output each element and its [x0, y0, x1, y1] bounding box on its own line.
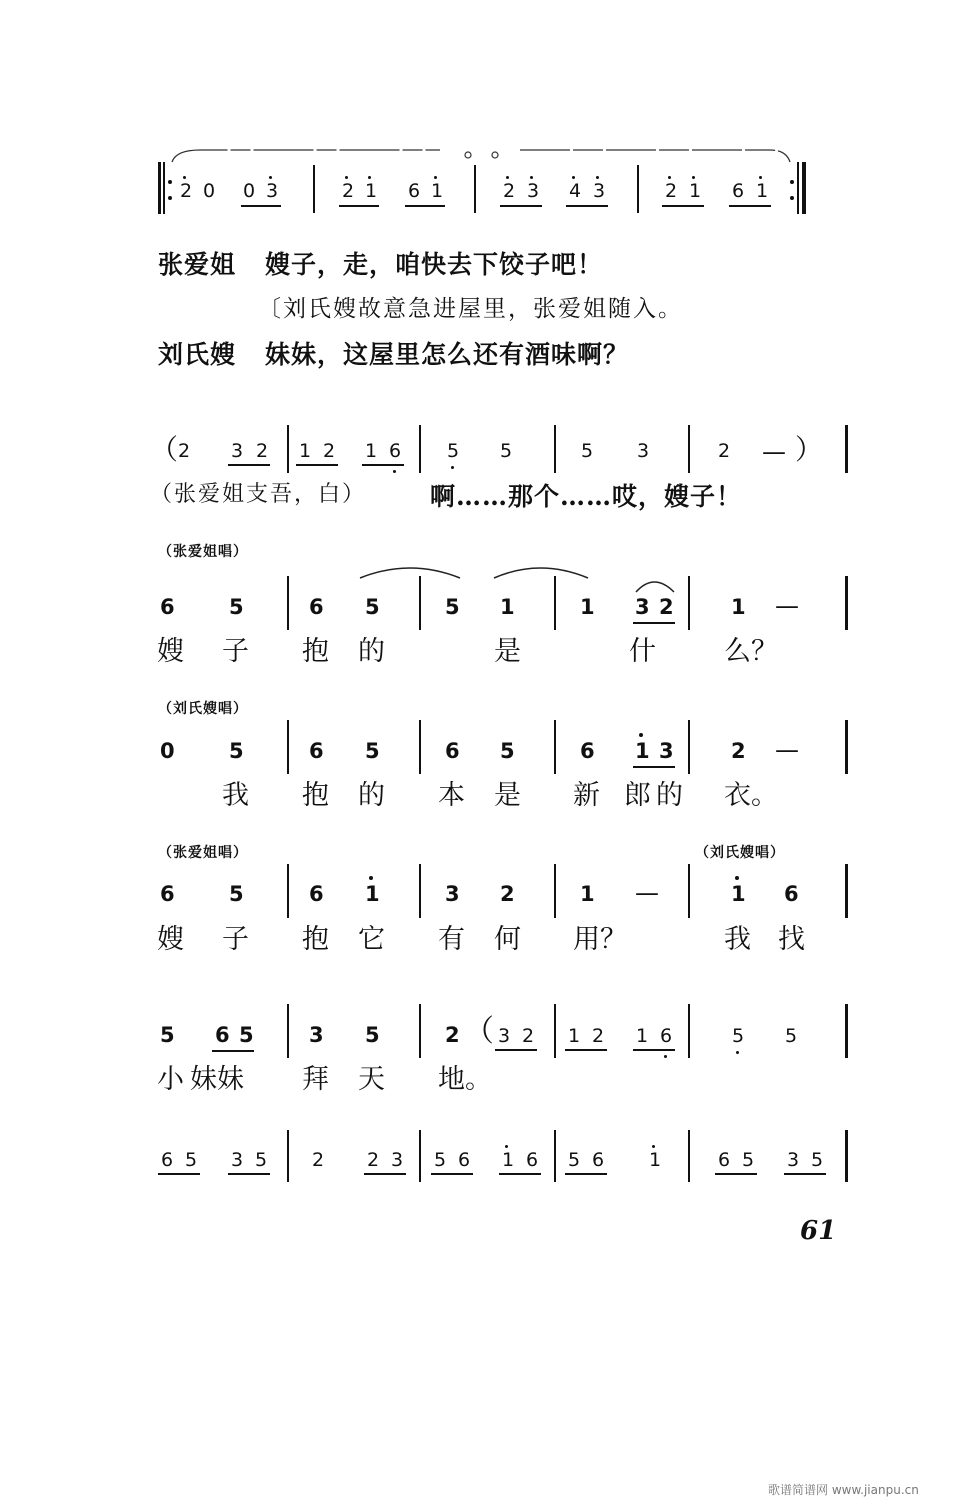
singer-label: （张爱姐唱）: [158, 845, 248, 861]
note: 1: [635, 739, 650, 763]
barline: [287, 1004, 289, 1058]
note: 5: [365, 1023, 380, 1047]
watermark: 歌谱简谱网 www.jianpu.cn: [768, 1483, 919, 1497]
note: 2: [731, 739, 746, 763]
note: 6: [309, 739, 324, 763]
note: 1: [431, 180, 444, 202]
barline: [688, 1004, 690, 1058]
note: 5: [500, 440, 513, 462]
note: 5: [447, 440, 460, 462]
note: 5: [365, 595, 380, 619]
lyric: 嫂: [157, 924, 184, 955]
singer-label: （张爱姐唱）: [158, 544, 248, 560]
note: 6: [215, 1023, 230, 1047]
note: 2: [323, 440, 336, 462]
note: 6: [309, 882, 324, 906]
note: 6: [660, 1025, 673, 1047]
note: 5: [239, 1023, 254, 1047]
lyric: 抱: [302, 924, 329, 955]
dash: —: [762, 438, 786, 466]
note: 1: [500, 595, 515, 619]
lyric: 小: [157, 1064, 184, 1095]
lyric: 嫂: [157, 636, 184, 667]
note: 6: [161, 1149, 174, 1171]
barline: [845, 720, 848, 774]
lyric: 我: [222, 780, 249, 811]
note: 6: [592, 1149, 605, 1171]
open-paren: （: [464, 1014, 494, 1049]
spoken-text: 啊……那个……哎，嫂子！: [430, 482, 743, 511]
lyric: 衣。: [724, 780, 778, 811]
lyric: 的: [358, 780, 385, 811]
lyric: 有: [438, 924, 465, 955]
lyric: 新: [573, 780, 600, 811]
note: 4: [569, 180, 582, 202]
note: 5: [160, 1023, 175, 1047]
note: 2: [312, 1149, 325, 1171]
stage-direction: 〔刘氏嫂故意急进屋里，张爱姐随入。: [258, 296, 683, 322]
barline: [554, 720, 556, 774]
note: 1: [689, 180, 702, 202]
close-paren: ）: [795, 433, 824, 466]
note: 1: [731, 882, 746, 906]
dialogue-line: 妹妹，这屋里怎么还有酒味啊？: [265, 340, 630, 369]
note: 1: [502, 1149, 515, 1171]
beam: [431, 1173, 473, 1175]
beam: [495, 1049, 537, 1051]
note: 1: [580, 882, 595, 906]
note: 6: [580, 739, 595, 763]
singer-label: （刘氏嫂唱）: [695, 845, 785, 861]
note: 6: [160, 595, 175, 619]
note: 6: [526, 1149, 539, 1171]
low-octave-dot: [736, 1051, 739, 1054]
note: 3: [593, 180, 606, 202]
beam: [565, 1173, 607, 1175]
note: 2: [500, 882, 515, 906]
note: 3: [231, 1149, 244, 1171]
lyric: 天: [358, 1064, 385, 1095]
barline: [845, 1004, 848, 1058]
beam: [499, 1173, 541, 1175]
note: 2: [592, 1025, 605, 1047]
octave-dot: [735, 876, 739, 880]
barline: [845, 864, 848, 918]
note: 5: [229, 882, 244, 906]
note: 5: [785, 1025, 798, 1047]
note: 0: [160, 739, 175, 763]
speaker-zhang: 张爱姐: [158, 250, 237, 279]
barline: [845, 1130, 848, 1182]
note: 2: [178, 440, 191, 462]
spoken-label: （张爱姐支吾，白）: [150, 482, 367, 507]
note: 2: [718, 440, 731, 462]
lyric: 用？: [573, 924, 627, 955]
note: 2: [659, 595, 674, 619]
note: 2: [445, 1023, 460, 1047]
note: 6: [732, 180, 745, 202]
beam: [633, 766, 675, 768]
beam: [784, 1173, 826, 1175]
lyric: 的: [656, 780, 683, 811]
lyric: 是: [494, 780, 521, 811]
barline: [554, 1004, 556, 1058]
note: 5: [811, 1149, 824, 1171]
dialogue-line: 嫂子，走，咱快去下饺子吧！: [265, 250, 604, 279]
barline: [287, 864, 289, 918]
speaker-liu: 刘氏嫂: [158, 340, 237, 369]
lyric: 郎: [624, 780, 651, 811]
dash: —: [635, 879, 659, 907]
beam: [228, 1173, 270, 1175]
note: 3: [391, 1149, 404, 1171]
note: 1: [299, 440, 312, 462]
beam: [565, 1049, 607, 1051]
barline: [688, 1130, 690, 1182]
note: 6: [389, 440, 402, 462]
open-paren: （: [150, 433, 179, 466]
lyric: 子: [222, 636, 249, 667]
note: 6: [458, 1149, 471, 1171]
note: 1: [756, 180, 769, 202]
note: 5: [742, 1149, 755, 1171]
note: 2: [522, 1025, 535, 1047]
barline: [688, 864, 690, 918]
note: 5: [434, 1149, 447, 1171]
note: 1: [649, 1149, 662, 1171]
lyric: 它: [358, 924, 385, 955]
note: 1: [365, 882, 380, 906]
note: 1: [580, 595, 595, 619]
lyric: 子: [222, 924, 249, 955]
lyric: 何: [494, 924, 521, 955]
note: 3: [659, 739, 674, 763]
beam: [212, 1050, 254, 1052]
barline: [419, 720, 421, 774]
page-number: 61: [800, 1216, 837, 1246]
note: 3: [309, 1023, 324, 1047]
note: 1: [365, 440, 378, 462]
note: 5: [500, 739, 515, 763]
note: 3: [527, 180, 540, 202]
note: 6: [408, 180, 421, 202]
note: 6: [718, 1149, 731, 1171]
barline: [554, 864, 556, 918]
singer-label: （刘氏嫂唱）: [158, 701, 248, 717]
octave-dot: [652, 1145, 655, 1148]
note: 1: [365, 180, 378, 202]
low-octave-dot: [664, 1055, 667, 1058]
note: 5: [229, 739, 244, 763]
octave-dot: [639, 733, 643, 737]
lyric: 拜: [302, 1064, 329, 1095]
octave-dot: [369, 876, 373, 880]
lyric: 是: [494, 636, 521, 667]
note: 2: [503, 180, 516, 202]
note: 3: [445, 882, 460, 906]
note: 3: [787, 1149, 800, 1171]
beam: [715, 1173, 757, 1175]
note: 5: [568, 1149, 581, 1171]
note: 1: [568, 1025, 581, 1047]
note: 3: [637, 440, 650, 462]
note: 3: [498, 1025, 511, 1047]
note: 2: [256, 440, 269, 462]
note: 3: [635, 595, 650, 619]
note: 2: [367, 1149, 380, 1171]
note: 2: [342, 180, 355, 202]
beam: [633, 1049, 675, 1051]
barline: [419, 864, 421, 918]
octave-dot: [505, 1145, 508, 1148]
note: 5: [581, 440, 594, 462]
note: 0: [203, 180, 216, 202]
note: 3: [266, 180, 279, 202]
note: 2: [180, 180, 193, 202]
dash: —: [775, 736, 799, 764]
lyric: 我: [724, 924, 751, 955]
lyric: 本: [438, 780, 465, 811]
dash: —: [775, 592, 799, 620]
lyric: 找: [778, 924, 805, 955]
note: 1: [731, 595, 746, 619]
note: 1: [636, 1025, 649, 1047]
note: 3: [231, 440, 244, 462]
note: 5: [732, 1025, 745, 1047]
note: 5: [445, 595, 460, 619]
lyric: 的: [358, 636, 385, 667]
note: 6: [160, 882, 175, 906]
note: 5: [365, 739, 380, 763]
barline: [554, 1130, 556, 1182]
barline: [688, 720, 690, 774]
note: 6: [309, 595, 324, 619]
lyric: 抱: [302, 636, 329, 667]
beam: [158, 1173, 200, 1175]
barline: [419, 1004, 421, 1058]
lyric: 地。: [438, 1064, 492, 1095]
note: 6: [445, 739, 460, 763]
beam: [364, 1173, 406, 1175]
barline: [287, 1130, 289, 1182]
barline: [287, 720, 289, 774]
note: 6: [784, 882, 799, 906]
note: 5: [185, 1149, 198, 1171]
lyric: 抱: [302, 780, 329, 811]
note: 0: [243, 180, 256, 202]
lyric: 什: [629, 636, 656, 667]
lyric: 妹妹: [190, 1064, 244, 1095]
note: 5: [255, 1149, 268, 1171]
note: 2: [665, 180, 678, 202]
lyric: 么？: [724, 636, 778, 667]
barline: [419, 1130, 421, 1182]
note: 5: [229, 595, 244, 619]
